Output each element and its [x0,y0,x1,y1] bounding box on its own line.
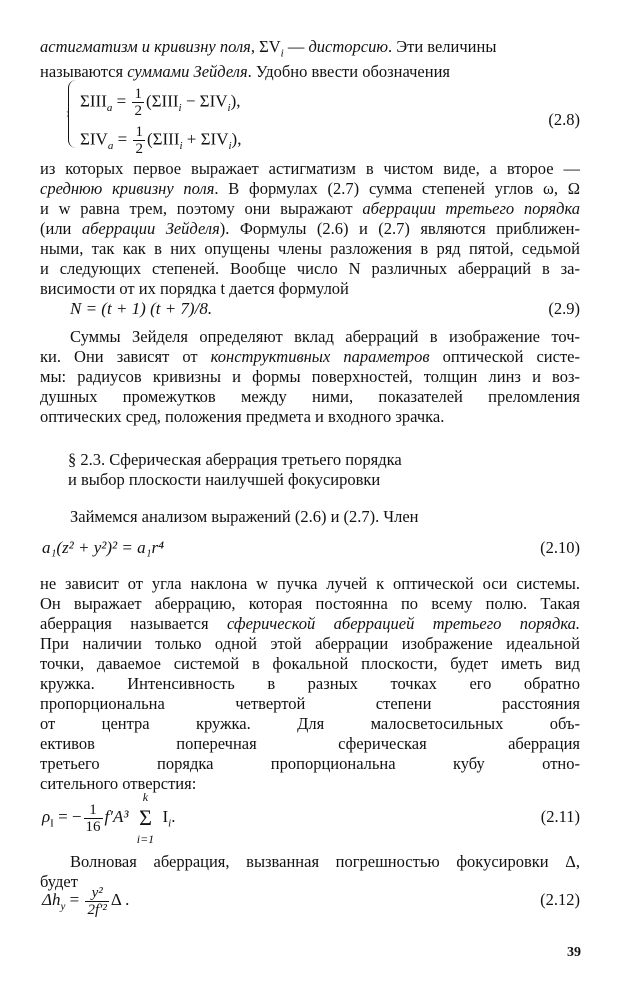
text-line: третьего порядка пропорциональна кубу отно- [40,754,580,773]
text-line: душных промежутков между ними, показателей преломления [40,387,580,406]
term-astigmatism: астигматизм и кривизну поля [40,37,251,56]
equation-2-9: N = (t + 1) (t + 7)/8. [70,299,213,318]
term-distortion: дисторсию [308,37,388,56]
fraction: $\frac{1}{2}$ [134,86,142,119]
fraction: $\frac{1}{2}$ [135,124,143,157]
text-line: от центра кружка. Для малосветосильных объ- [40,714,580,733]
section-heading: и выбор плоскости наилучшей фокусировки [68,470,381,489]
text-line: ки. Они зависят от конструктивных параметров оптической систе- [40,347,580,366]
fraction: $\frac{1}{16}$ [85,801,101,835]
equation-number: (2.10) [540,538,580,557]
section-heading: § 2.3. Сферическая аберрация третьего порядка [68,450,402,469]
text-line: пропорциональна четвертой степени расстояния [40,694,580,713]
page-number: 39 [567,945,581,960]
text-line: и следующих степеней. Вообще число N различных аберраций в за- [40,259,580,278]
equation-2-12: $\Delta h_y$ = $\frac{\text{y²}}{\text{2f′²}}$ Δ . [42,884,130,918]
equation-number: (2.8) [548,110,580,129]
text-line: аберрация называется сферической аберрацией третьего порядка. [40,614,580,633]
text-line: мы: радиусов кривизны и формы поверхностей, толщин линз и воз- [40,367,580,386]
equation-number: (2.11) [540,807,580,826]
fraction: $\frac{\text{y²}}{\text{2f′²}}$ [87,884,107,918]
text-line: (или аберрации Зейделя). Формулы (2.6) и (2.7) являются приближен- [40,219,580,238]
text-line: кружка. Интенсивность в разных точках его обратно [40,674,580,693]
text-line: не зависит от угла наклона w пучка лучей к оптической оси системы. [40,574,580,593]
equation-2-8-row1: $\Sigma III_a$ = $\frac{1}{2}$ $(\Sigma III_i - \Sigma IV_i)$, [80,86,241,119]
text-line: астигматизм и кривизну поля, $\Sigma V_i$ — дисторсию. Эти величины [40,37,497,60]
text-line: Суммы Зейделя определяют вклад аберраций в изображение точ- [70,327,580,346]
text-line: висимости от их порядка t дается формулой [40,279,349,298]
equation-brace [68,80,77,148]
equation-2-11: $\rho_I$ = − $\frac{1}{16}$ f′A³ Σ k i=1 $I_i$. [42,790,176,847]
text-line: ными, так как в них опущены члены разложения в ряд пятой, седьмой [40,239,580,258]
text-line: из которых первое выражает астигматизм в чистом виде, а второе — [40,159,580,178]
text-line: ективов поперечная сферическая аберрация [40,734,580,753]
text-line: называются суммами Зейделя. Удобно ввести обозначения [40,62,450,81]
text-line: При наличии только одной этой аберрации изображение идеальной [40,634,580,653]
text-line: сительного отверстия: [40,774,197,793]
text-line: среднюю кривизну поля. В формулах (2.7) сумма степеней углов ω, Ω [40,179,580,198]
text-line: Волновая аберрация, вызванная погрешностью фокусировки Δ, [70,852,580,871]
summation-sign: Σ k i=1 [136,790,155,847]
equation-2-8-row2: $\Sigma IV_a$ = $\frac{1}{2}$ $(\Sigma III_i + \Sigma IV_i)$, [80,124,242,157]
text-line: и w равна трем, поэтому они выражают аберрации третьего порядка [40,199,580,218]
equation-number: (2.12) [540,890,580,909]
text-line: Он выражает аберрацию, которая постоянна по всему полю. Такая [40,594,580,613]
text-line: точки, даваемое системой в фокальной плоскости, будет иметь вид [40,654,580,673]
equation-number: (2.9) [548,299,580,318]
text-line: Займемся анализом выражений (2.6) и (2.7). Член [70,507,419,526]
text-line: будет [40,872,78,891]
term-seidel-sums: суммами Зейделя [127,62,248,81]
equation-2-10: a₁(z² + y²)² = a₁r⁴ [42,538,165,557]
text-line: оптических сред, положения предмета и входного зрачка. [40,407,445,426]
